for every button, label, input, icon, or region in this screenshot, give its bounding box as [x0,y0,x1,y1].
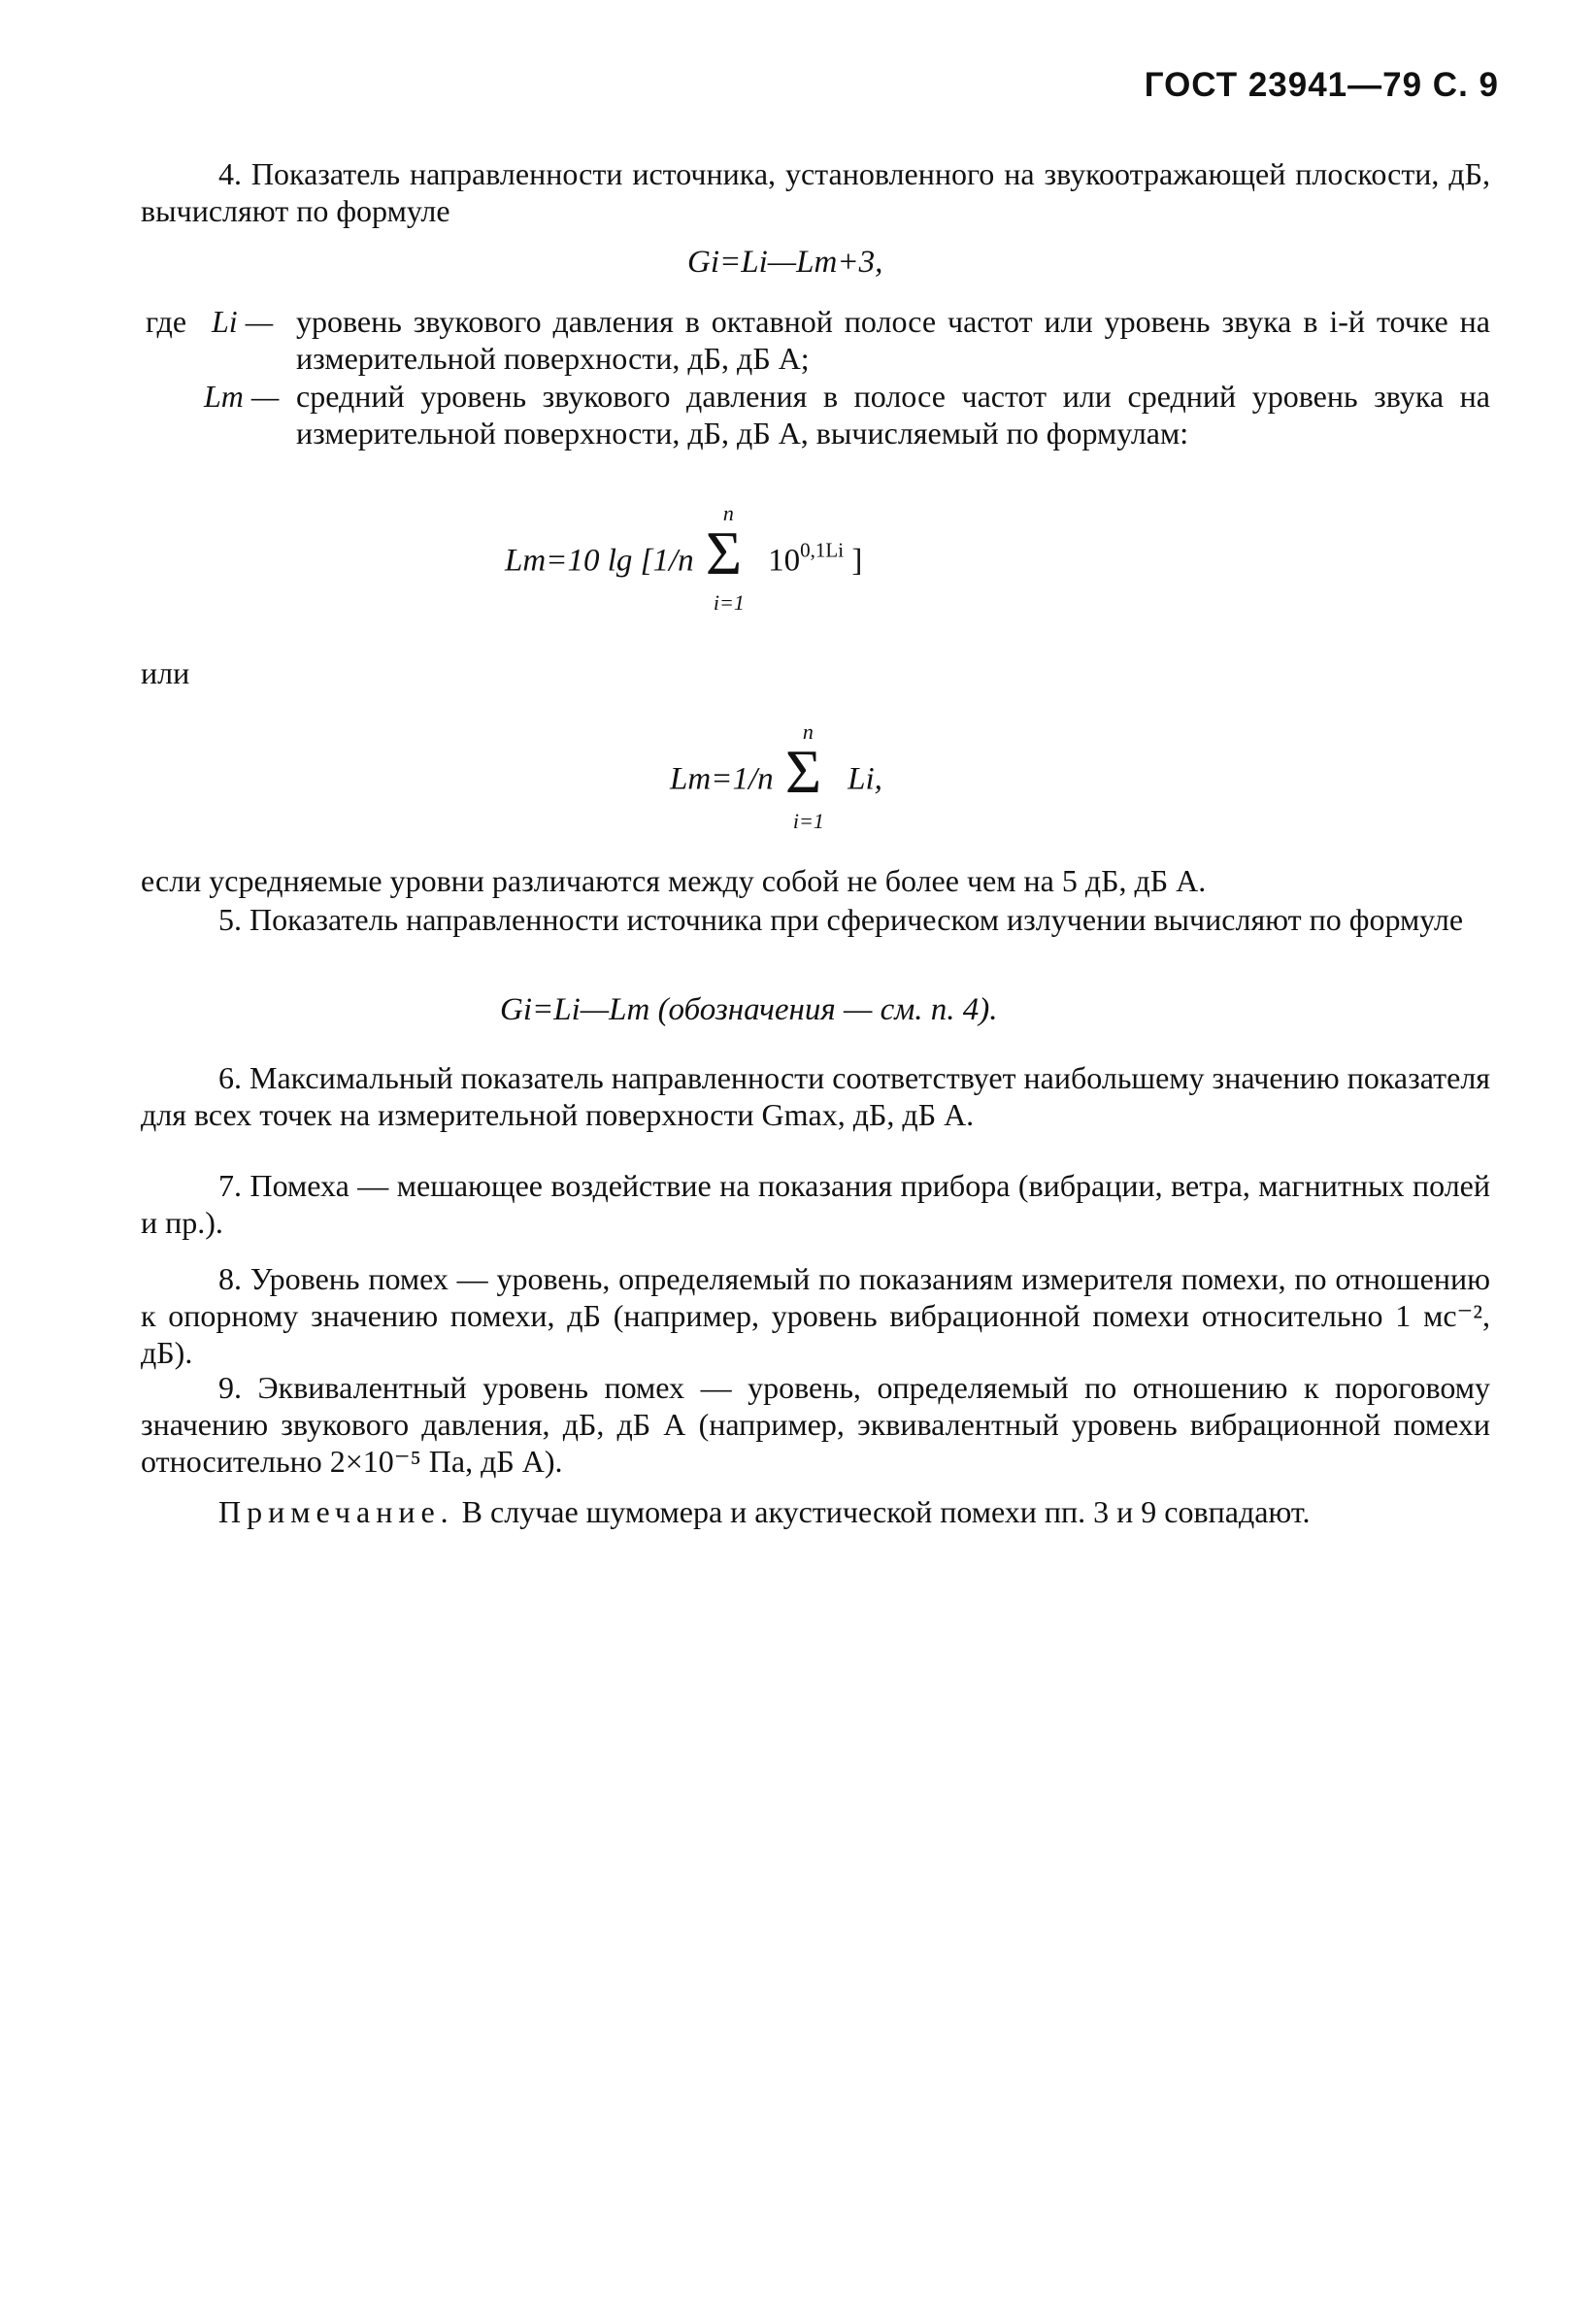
note-text: В случае шумомера и акустической помехи пп. 3 и 9 совпадают. [461,1494,1311,1529]
page-header: ГОСТ 23941—79 С. 9 [1144,66,1499,104]
def-lm-symbol: Lm — [204,379,280,414]
formula2-close: ] [851,543,863,579]
sum-upper-limit: n [722,501,734,525]
formula2-left: Lm=10 lg [1/n [505,543,694,579]
formula-directivity-reflecting: Gi=Li—Lm+3, [687,245,883,280]
where-label: где [146,304,187,339]
paragraph-8: 8. Уровень помех — уровень, определяемый по показаниям измерителя помехи, по отношению к опорному значению помехи, дБ (например, уровень вибрационной помехи относительно 1 мс⁻², дБ). [141,1261,1490,1370]
formula-mean-level-arith [670,719,882,840]
sum-upper-limit-2: n [802,719,814,744]
paragraph-6: 6. Максимальный показатель направленности соответствует наибольшему значению показателя для всех точек на измерительной поверхности Gmax, дБ, дБ А. [141,1060,1490,1132]
paragraph-7: 7. Помеха — мешающее воздействие на показания прибора (вибрации, ветра, магнитных полей и пр.). [141,1168,1490,1240]
averaging-condition: если усредняемые уровни различаются между собой не более чем на 5 дБ, дБ А. [141,863,1207,898]
def-li-text: уровень звукового давления в октавной полосе частот или уровень звука в i-й точке на измерительной поверхности, дБ, дБ А; [296,304,1490,376]
paragraph-4: 4. Показатель направленности источника, установленного на звукоотражающей плоскости, дБ, вычисляют по формуле [141,156,1490,228]
or-label: или [141,655,190,690]
note-label: Примечание. [218,1494,454,1529]
sigma-symbol-icon: Σ [705,518,743,587]
sigma-symbol-icon: Σ [784,737,822,806]
formula2-base: 10 [768,543,801,579]
formula-directivity-spherical: Gi=Li—Lm (обозначения — см. п. 4). [500,992,998,1027]
paragraph-9: 9. Эквивалентный уровень помех — уровень, определяемый по отношению к пороговому значению звукового давления, дБ, дБ А (например, эквивалентный уровень вибрационной помехи относительно 2×10⁻⁵ Па, дБ А). [141,1370,1490,1479]
sum-lower-limit-2: i=1 [792,809,824,833]
formula2-exponent: 0,1Li [800,538,845,562]
formula3-right: Li, [848,761,882,797]
def-lm-text: средний уровень звукового давления в полосе частот или средний уровень звука на измерительной поверхности, дБ, дБ А, вычисляемый по формулам: [296,379,1490,451]
paragraph-5: 5. Показатель направленности источника при сферическом излучении вычисляют по формуле [218,902,1464,937]
summation-sign [702,501,760,621]
formula-mean-level-log [505,501,863,621]
def-li-symbol: Li — [212,304,274,339]
summation-sign-2 [781,719,840,840]
note [141,1493,1490,1530]
sum-lower-limit: i=1 [713,590,745,615]
formula3-left: Lm=1/n [670,761,774,797]
